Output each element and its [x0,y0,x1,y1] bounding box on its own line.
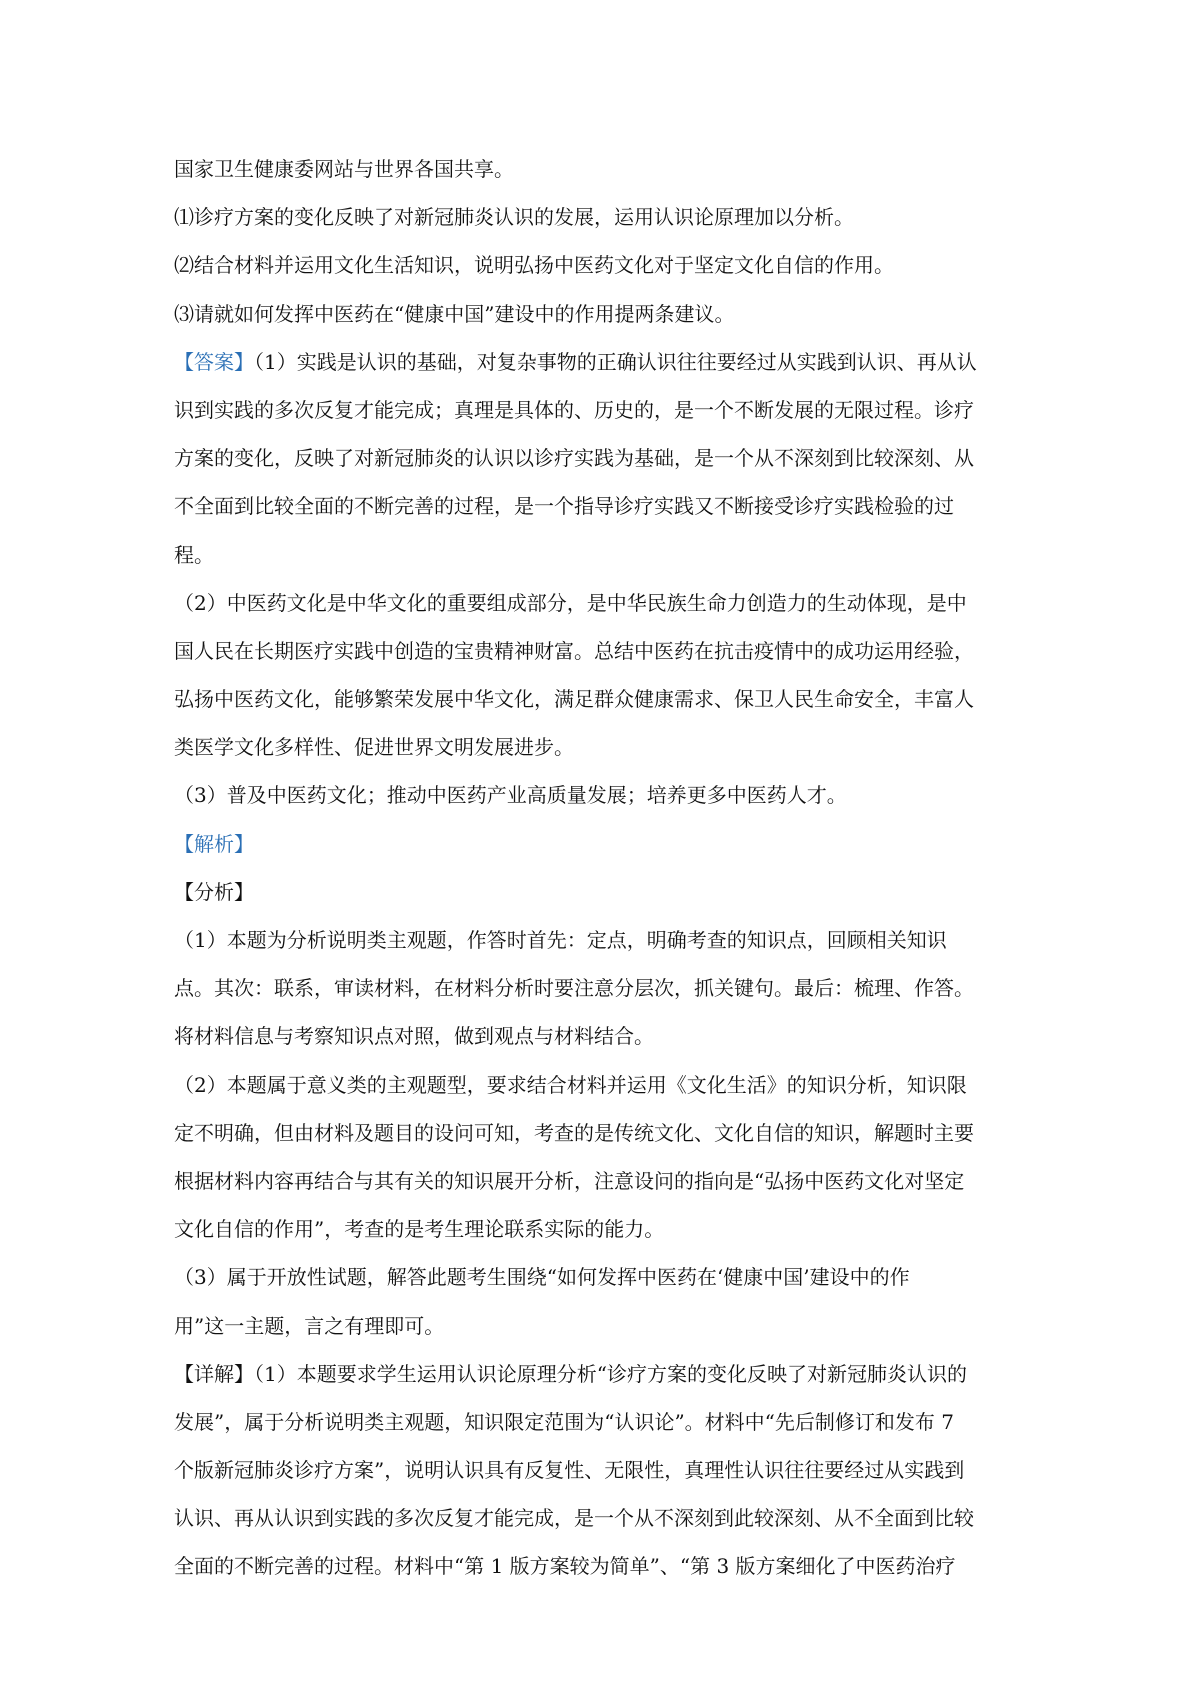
text-line: （3）普及中医药文化；推动中医药产业高质量发展；培养更多中医药人才。 [174,783,847,808]
text-line: 国家卫生健康委网站与世界各国共享。 [174,157,514,181]
text-line: （3）属于开放性试题，解答此题考生围绕“如何发挥中医药在‘健康中国’建设中的作 [174,1265,910,1290]
detail-line: 【详解】（1）本题要求学生运用认识论原理分析“诊疗方案的变化反映了对新冠肺炎认识的 [174,1361,967,1386]
document-body [174,145,1040,1591]
text-line: 点。其次：联系，审读材料，在材料分析时要注意分层次，抓关键句。最后：梳理、作答。 [174,976,974,1001]
text-line: （1）本题为分析说明类主观题，作答时首先：定点，明确考查的知识点，回顾相关知识 [174,928,947,952]
text-line: 程。 [174,542,214,567]
text-line: 用”这一主题，言之有理即可。 [174,1313,445,1338]
question-2: ⑵结合材料并运用文化生活知识，说明弘扬中医药文化对于坚定文化自信的作用。 [174,253,894,278]
text-line: 类医学文化多样性、促进世界文明发展进步。 [174,735,574,760]
text-line: 认识、再从认识到实践的多次反复才能完成，是一个从不深刻到此较深刻、从不全面到比较 [174,1506,974,1531]
question-1: ⑴诊疗方案的变化反映了对新冠肺炎认识的发展，运用认识论原理加以分析。 [174,205,854,230]
analysis-tag: 【解析】 [174,831,254,856]
question-3: ⑶请就如何发挥中医药在“健康中国”建设中的作用提两条建议。 [174,301,735,326]
analysis-heading [174,820,1040,868]
text-line: 个版新冠肺炎诊疗方案”，说明认识具有反复性、无限性，真理性认识往往要经过从实践到 [174,1458,965,1483]
answer-text: （1）实践是认识的基础，对复杂事物的正确认识往往要经过从实践到认识、再从认 [254,349,977,374]
text-line: 根据材料内容再结合与其有关的知识展开分析，注意设问的指向是“弘扬中医药文化对坚定 [174,1168,965,1193]
text-line: 发展”，属于分析说明类主观题，知识限定范围为“认识论”。材料中“先后制修订和发布 7 [174,1409,954,1434]
text-line: 不全面到比较全面的不断完善的过程，是一个指导诊疗实践又不断接受诊疗实践检验的过 [174,494,954,519]
answer-line [174,338,1040,386]
text-line: 定不明确，但由材料及题目的设问可知，考查的是传统文化、文化自信的知识，解题时主要 [174,1120,974,1145]
text-line: 弘扬中医药文化，能够繁荣发展中华文化，满足群众健康需求、保卫人民生命安全，丰富人 [174,687,974,712]
text-line: 文化自信的作用”，考查的是考生理论联系实际的能力。 [174,1217,665,1242]
text-line: （2）中医药文化是中华文化的重要组成部分，是中华民族生命力创造力的生动体现，是中 [174,590,967,615]
answer-tag: 【答案】 [174,349,254,374]
text-line: 全面的不断完善的过程。材料中“第 1 版方案较为简单”、“第 3 版方案细化了中医药治疗 [174,1554,956,1579]
text-line: 将材料信息与考察知识点对照，做到观点与材料结合。 [174,1024,654,1049]
text-line: 国人民在长期医疗实践中创造的宝贵精神财富。总结中医药在抗击疫情中的成功运用经验， [174,638,974,663]
text-line: 识到实践的多次反复才能完成；真理是具体的、历史的，是一个不断发展的无限过程。诊疗 [174,397,974,422]
text-line: （2）本题属于意义类的主观题型，要求结合材料并运用《文化生活》的知识分析，知识限 [174,1072,967,1097]
fenxi-heading: 【分析】 [174,879,254,904]
text-line: 方案的变化，反映了对新冠肺炎的认识以诊疗实践为基础，是一个从不深刻到比较深刻、从 [174,446,974,471]
